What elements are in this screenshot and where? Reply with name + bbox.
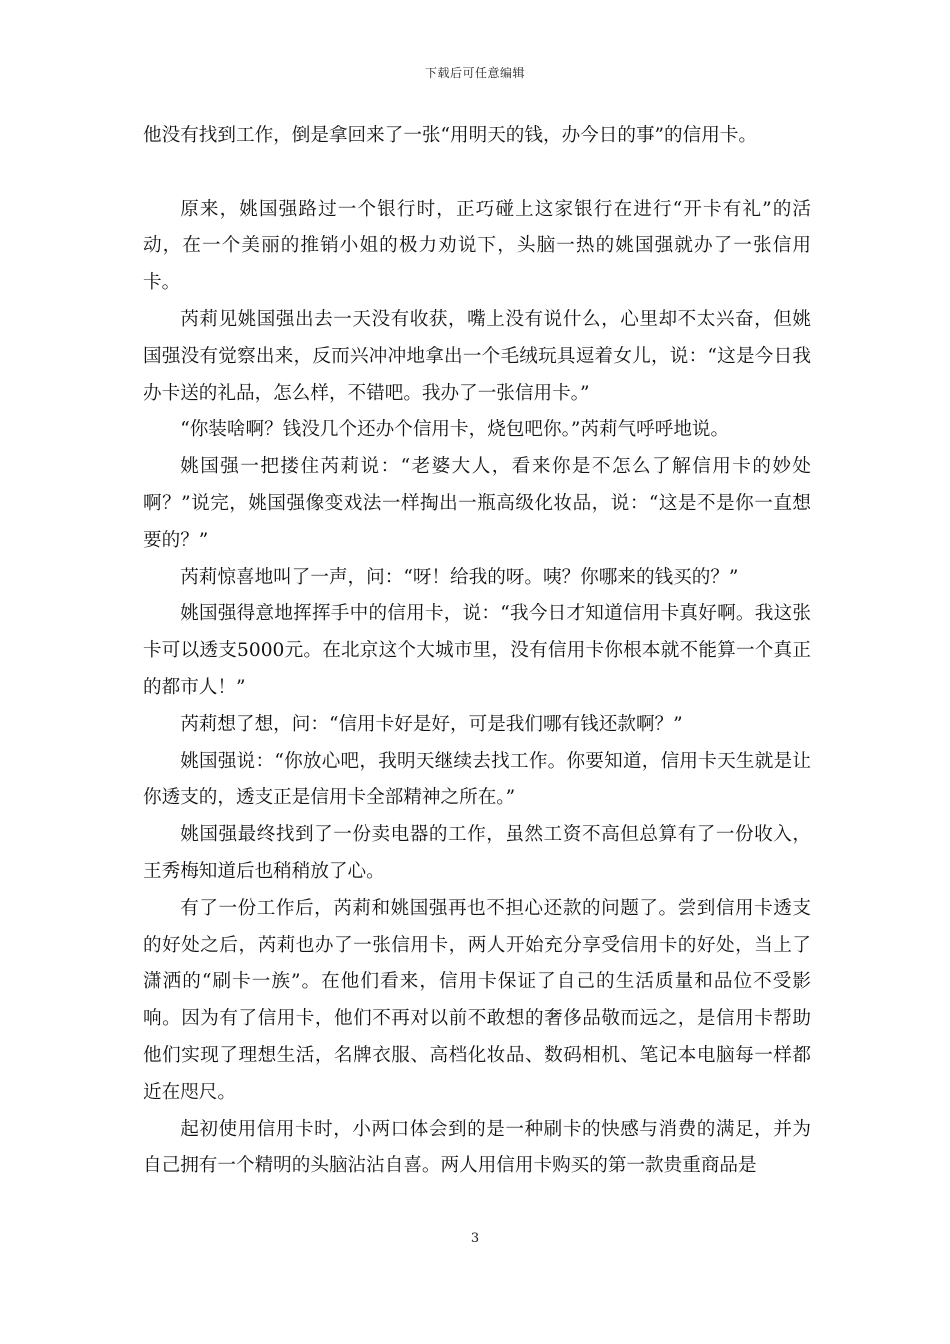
paragraph-11: 有了一份工作后，芮莉和姚国强再也不担心还款的问题了。尝到信用卡透支的好处之后，芮莉也办了一张信用卡，两人开始充分享受信用卡的好处，当上了潇洒的“刷卡一族”。在他们看来，信用卡保证了自己的生活质量和品位不受影响。因为有了信用卡，他们不再对以前不敢想的奢侈品敬而远之，是信用卡帮助他们实现了理想生活，名牌衣服、高档化妆品、数码相机、笔记本电脑每一样都近在咫尺。 bbox=[143, 897, 811, 1103]
paragraph-1: 他没有找到工作，倒是拿回来了一张“用明天的钱，办今日的事”的信用卡。 bbox=[143, 125, 758, 146]
paragraph-6: 芮莉惊喜地叫了一声，问：“呀！给我的呀。咦？你哪来的钱买的？” bbox=[180, 566, 739, 588]
paragraph-8: 芮莉想了想，问：“信用卡好是好，可是我们哪有钱还款啊？” bbox=[180, 713, 683, 735]
paragraph-4: “你装啥啊？钱没几个还办个信用卡，烧包吧你。”芮莉气呼呼地说。 bbox=[180, 419, 730, 441]
body-text bbox=[143, 118, 811, 1185]
paragraph-9: 姚国强说：“你放心吧，我明天继续去找工作。你要知道，信用卡天生就是让你透支的，透支正是信用卡全部精神之所在。” bbox=[143, 750, 811, 809]
page-number: 3 bbox=[470, 1231, 480, 1246]
paragraph-7: 姚国强得意地挥挥手中的信用卡，说：“我今日才知道信用卡真好啊。我这张卡可以透支5000元。在北京这个大城市里，没有信用卡你根本就不能算一个真正的都市人！” bbox=[143, 603, 811, 698]
page-header: 下载后可任意编辑 bbox=[424, 66, 525, 80]
paragraph-12: 起初使用信用卡时，小两口体会到的是一种刷卡的快感与消费的满足，并为自己拥有一个精明的头脑沾沾自喜。两人用信用卡购买的第一款贵重商品是 bbox=[143, 1118, 811, 1177]
paragraph-10: 姚国强最终找到了一份卖电器的工作，虽然工资不高但总算有了一份收入，王秀梅知道后也稍稍放了心。 bbox=[143, 824, 811, 882]
paragraph-2: 原来，姚国强路过一个银行时，正巧碰上这家银行在进行“开卡有礼”的活动，在一个美丽的推销小姐的极力劝说下，头脑一热的姚国强就办了一张信用卡。 bbox=[143, 198, 811, 294]
paragraph-5: 姚国强一把搂住芮莉说：“老婆大人，看来你是不怎么了解信用卡的妙处啊？”说完，姚国强像变戏法一样掏出一瓶高级化妆品，说：“这是不是你一直想要的？” bbox=[143, 456, 811, 551]
paragraph-3: 芮莉见姚国强出去一天没有收获，嘴上没有说什么，心里却不太兴奋，但姚国强没有觉察出来，反而兴冲冲地拿出一个毛绒玩具逗着女儿，说：“这是今日我办卡送的礼品，怎么样，不错吧。我办了一张信用卡。” bbox=[143, 308, 811, 404]
